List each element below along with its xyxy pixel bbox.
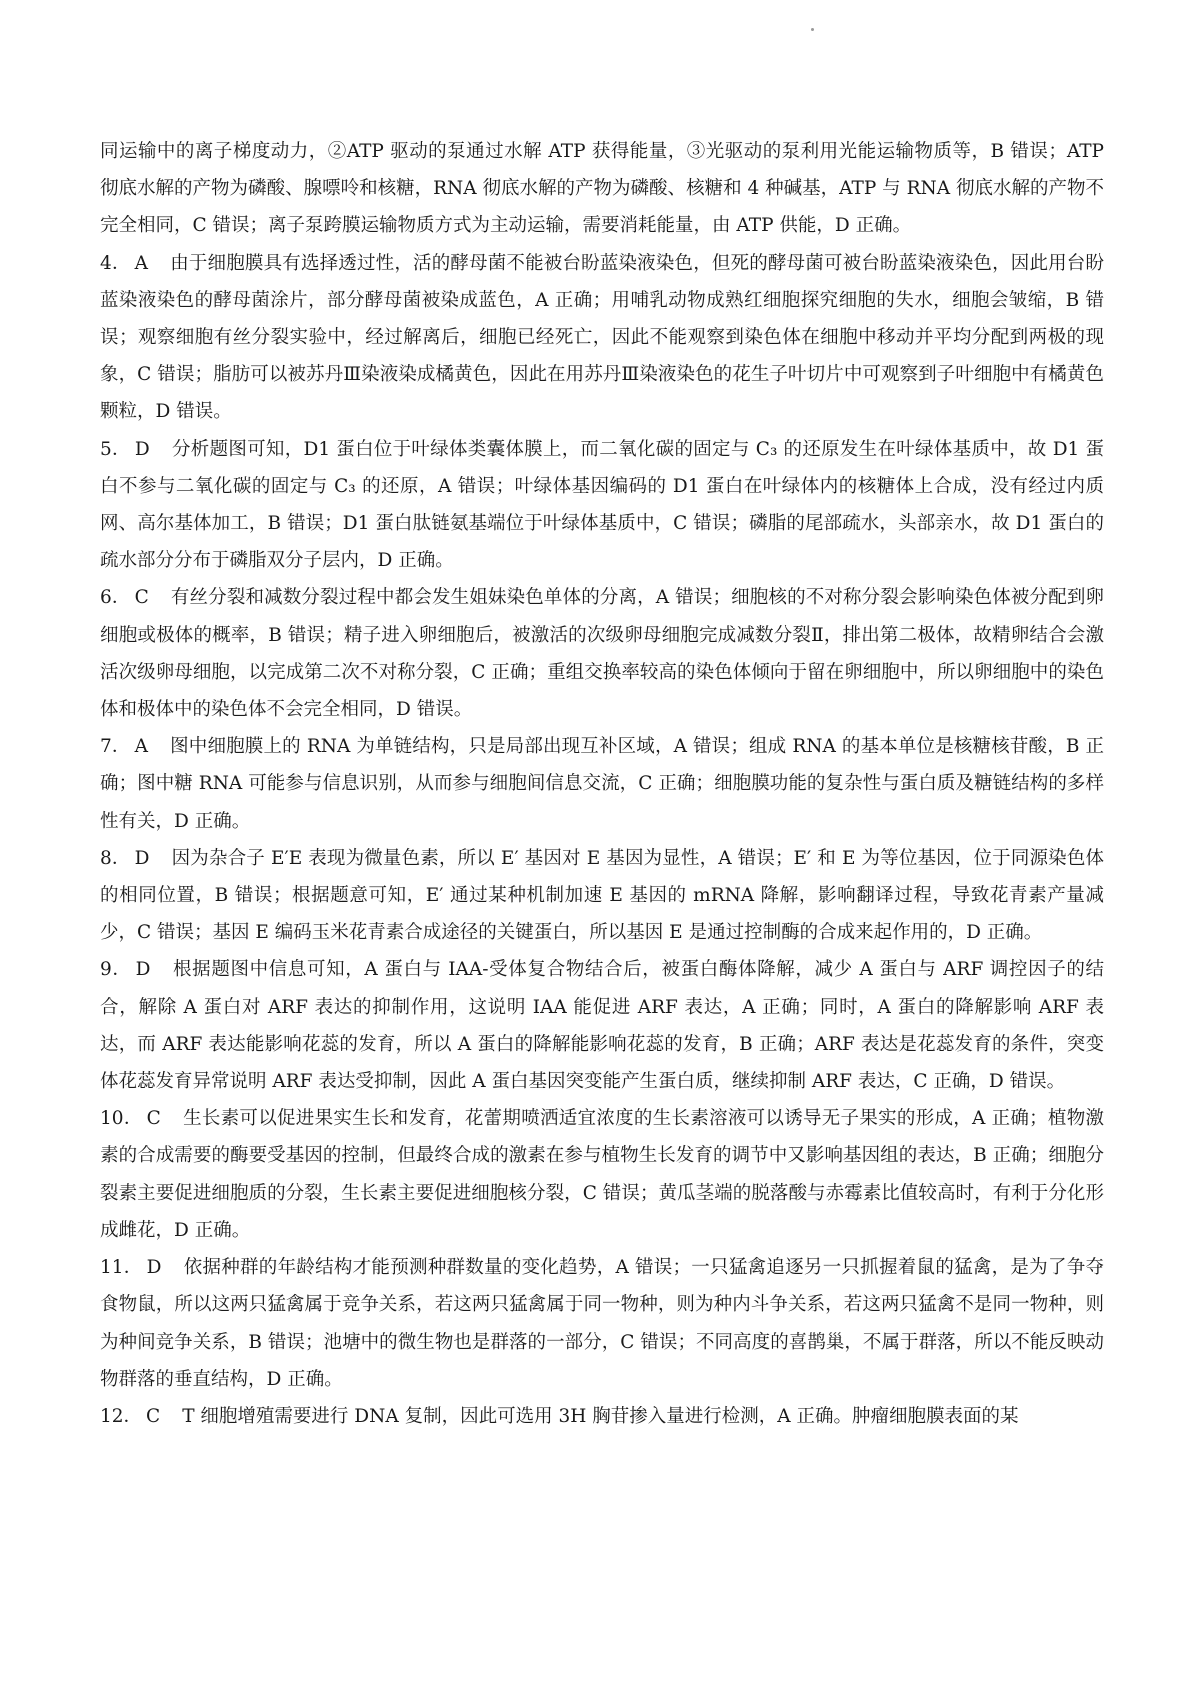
paragraph-text: 同运输中的离子梯度动力，②ATP 驱动的泵通过水解 ATP 获得能量，③光驱动的泵利用光能运输物质等，B 错误；ATP 彻底水解的产物为磷酸、腺嘌呤和核糖，RNA 彻底水解的产物为磷酸、核糖和 4 种碱基，ATP 与 RNA 彻底水解的产物不完全相同，C 错误；离子泵跨膜运输物质方式为主动运输，需要消耗能量，由 ATP 供能，D 正确。 bbox=[100, 141, 1104, 237]
paragraph-question-8 bbox=[100, 840, 1104, 952]
question-number: 12． bbox=[100, 1405, 143, 1427]
question-number: 8． bbox=[100, 847, 131, 869]
question-number: 10． bbox=[100, 1108, 143, 1130]
paragraph-text: 根据题图中信息可知，A 蛋白与 IAA-受体复合物结合后，被蛋白酶体降解，减少 A 蛋白与 ARF 调控因子的结合，解除 A 蛋白对 ARF 表达的抑制作用，这说明 IAA 能促进 ARF 表达，A 正确；同时，A 蛋白的降解影响 ARF 表达，而 ARF 表达能影响花蕊的发育，所以 A 蛋白的降解能影响花蕊的发育，B 正确；ARF 表达是花蕊发育的条件，突变体花蕊发育异常说明 ARF 表达受抑制，因此 A 蛋白基因突变能产生蛋白质，继续抑制 ARF 表达，C 正确，D 错误。 bbox=[100, 959, 1104, 1093]
paragraph-text: 因为杂合子 E′E 表现为微量色素，所以 E′ 基因对 E 基因为显性，A 错误；E′ 和 E 为等位基因，位于同源染色体的相同位置，B 错误；根据题意可知，E′ 通过某种机制加速 E 基因的 mRNA 降解，影响翻译过程，导致花青素产量减少，C 错误；基因 E 编码玉米花青素合成途径的关键蛋白，所以基因 E 是通过控制酶的合成来起作用的，D 正确。 bbox=[100, 847, 1104, 944]
answer-letter: A bbox=[134, 736, 148, 758]
answer-letter: D bbox=[146, 1257, 162, 1279]
question-number: 6． bbox=[100, 587, 131, 609]
question-number: 5． bbox=[100, 438, 131, 460]
paragraph-text: 有丝分裂和减数分裂过程中都会发生姐妹染色单体的分离，A 错误；细胞核的不对称分裂会影响染色体被分配到卵细胞或极体的概率，B 错误；精子进入卵细胞后，被激活的次级卵母细胞完成减数分裂Ⅱ，排出第二极体，故精卵结合会激活次级卵母细胞，以完成第二次不对称分裂，C 正确；重组交换率较高的染色体倾向于留在卵细胞中，所以卵细胞中的染色体和极体中的染色体不会完全相同，D 错误。 bbox=[100, 587, 1104, 721]
question-number: 9． bbox=[100, 959, 132, 981]
paragraph-question-10 bbox=[100, 1100, 1104, 1249]
answer-explanations bbox=[100, 133, 1104, 1435]
page-dot-mark bbox=[811, 28, 814, 31]
paragraph-question-9 bbox=[100, 951, 1104, 1100]
question-number: 11． bbox=[100, 1257, 143, 1279]
paragraph-question-11 bbox=[100, 1249, 1104, 1398]
answer-letter: C bbox=[134, 587, 149, 609]
paragraph-text: 生长素可以促进果实生长和发育，花蕾期喷洒适宜浓度的生长素溶液可以诱导无子果实的形成，A 正确；植物激素的合成需要的酶要受基因的控制，但最终合成的激素在参与植物生长发育的调节中又影响基因组的表达，B 正确；细胞分裂素主要促进细胞质的分裂，生长素主要促进细胞核分裂，C 错误；黄瓜茎端的脱落酸与赤霉素比值较高时，有利于分化形成雌花，D 正确。 bbox=[100, 1108, 1105, 1241]
paragraph-question-4 bbox=[100, 245, 1104, 431]
paragraph-question-5 bbox=[100, 431, 1104, 580]
paragraph-3-continued bbox=[100, 133, 1104, 245]
answer-letter: D bbox=[135, 959, 151, 981]
answer-letter: D bbox=[134, 438, 150, 460]
answer-letter: C bbox=[146, 1405, 161, 1427]
paragraph-text: T 细胞增殖需要进行 DNA 复制，因此可选用 3H 胸苷掺入量进行检测，A 正确。肿瘤细胞膜表面的某 bbox=[182, 1405, 1019, 1427]
paragraph-text: 图中细胞膜上的 RNA 为单链结构，只是局部出现互补区域，A 错误；组成 RNA 的基本单位是核糖核苷酸，B 正确；图中糖 RNA 可能参与信息识别，从而参与细胞间信息交流，C 正确；细胞膜功能的复杂性与蛋白质及糖链结构的多样性有关，D 正确。 bbox=[100, 736, 1104, 832]
paragraph-text: 分析题图可知，D1 蛋白位于叶绿体类囊体膜上，而二氧化碳的固定与 C₃ 的还原发生在叶绿体基质中，故 D1 蛋白不参与二氧化碳的固定与 C₃ 的还原，A 错误；叶绿体基因编码的 D1 蛋白在叶绿体内的核糖体上合成，没有经过内质网、高尔基体加工，B 错误；D1 蛋白肽链氨基端位于叶绿体基质中，C 错误；磷脂的尾部疏水，头部亲水，故 D1 蛋白的疏水部分分布于磷脂双分子层内，D 正确。 bbox=[100, 438, 1104, 572]
answer-letter: D bbox=[134, 847, 150, 869]
answer-letter: C bbox=[146, 1108, 161, 1130]
question-number: 4． bbox=[100, 252, 131, 274]
paragraph-question-12 bbox=[100, 1398, 1104, 1435]
paragraph-text: 由于细胞膜具有选择透过性，活的酵母菌不能被台盼蓝染液染色，但死的酵母菌可被台盼蓝染液染色，因此用台盼蓝染液染色的酵母菌涂片，部分酵母菌被染成蓝色，A 正确；用哺乳动物成熟红细胞探究细胞的失水，细胞会皱缩，B 错误；观察细胞有丝分裂实验中，经过解离后，细胞已经死亡，因此不能观察到染色体在细胞中移动并平均分配到两极的现象，C 错误；脂肪可以被苏丹Ⅲ染液染成橘黄色，因此在用苏丹Ⅲ染液染色的花生子叶切片中可观察到子叶细胞中有橘黄色颗粒，D 错误。 bbox=[100, 252, 1104, 423]
question-number: 7． bbox=[100, 736, 131, 758]
answer-letter: A bbox=[134, 252, 149, 274]
paragraph-question-7 bbox=[100, 728, 1104, 840]
paragraph-text: 依据种群的年龄结构才能预测种群数量的变化趋势，A 错误；一只猛禽追逐另一只抓握着鼠的猛禽，是为了争夺食物鼠，所以这两只猛禽属于竞争关系，若这两只猛禽属于同一物种，则为种内斗争关系，若这两只猛禽不是同一物种，则为种间竞争关系，B 错误；池塘中的微生物也是群落的一部分，C 错误；不同高度的喜鹊巢，不属于群落，所以不能反映动物群落的垂直结构，D 正确。 bbox=[100, 1257, 1104, 1390]
paragraph-question-6 bbox=[100, 579, 1104, 728]
